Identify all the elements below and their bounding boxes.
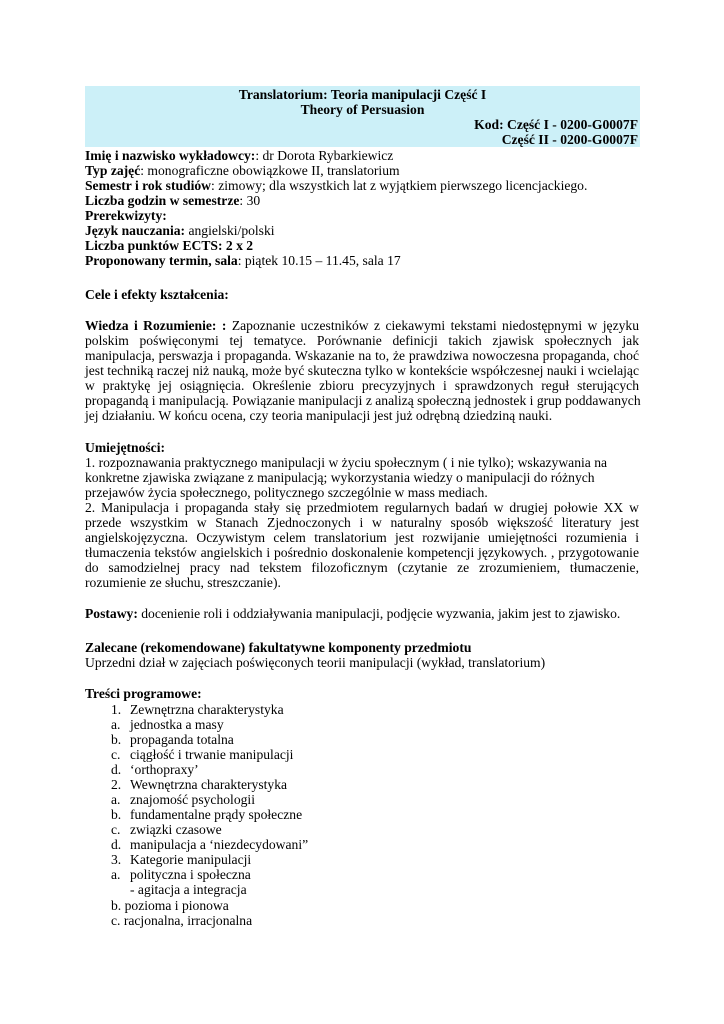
knowledge-label: Wiedza i Rozumienie: : xyxy=(85,318,227,333)
knowledge-line: jej działaniu. W końcu ocena, czy teoria manipulacji jest już odrębną dziedziną nauki. xyxy=(85,408,553,423)
contents-item-marker: d. xyxy=(111,762,122,777)
recommended-text: Uprzedni dział w zajęciach poświęconych teorii manipulacji (wykład, translatorium) xyxy=(85,655,546,670)
info-type xyxy=(85,163,400,178)
info-value: : zimowy; dla wszystkich lat z wyjątkiem pierwszego licencjackiego. xyxy=(211,178,588,193)
info-label: Prerekwizyty: xyxy=(85,208,167,223)
info-label: Liczba punktów ECTS: 2 x 2 xyxy=(85,238,254,253)
attitudes-text: docenienie roli i oddziaływania manipulacji, podjęcie wyzwania, jakim jest to zjawisko. xyxy=(137,606,621,621)
skills-line: przejawów życia społecznego, politycznego szczególnie w mass mediach. xyxy=(85,485,488,500)
contents-item-marker: d. xyxy=(111,837,122,852)
skills-line: rozumienie ze słuchu, streszczanie). xyxy=(85,575,281,590)
info-ects xyxy=(85,238,253,253)
info-value: angielski/polski xyxy=(185,223,275,238)
contents-item-text: znajomość psychologii xyxy=(130,792,255,807)
info-label: Liczba godzin w semestrze xyxy=(85,193,240,208)
knowledge-line: propagandą i manipulacją. Powiązanie manipulacji z analizą społeczną jednostek i grup poddawanych xyxy=(85,393,641,408)
knowledge-text: Zapoznanie uczestników z ciekawymi tekstami niedostępnymi w języku xyxy=(231,318,640,333)
attitudes-label: Postawy: xyxy=(85,606,138,621)
contents-item-marker: a. xyxy=(111,867,121,882)
skills-line: 2. Manipulacja i propaganda stały się przedmiotem regularnych badań w drugiej połowie XX w xyxy=(85,500,639,515)
info-language xyxy=(85,223,275,238)
contents-tail-item: c. racjonalna, irracjonalna xyxy=(111,913,253,928)
info-value: : 30 xyxy=(239,193,261,208)
contents-item-text: Wewnętrzna charakterystyka xyxy=(130,777,288,792)
info-prerequisites xyxy=(85,208,167,223)
knowledge-line: polskim poświęconymi tej tematyce. Porównanie definicji takich zjawisk społecznych jak xyxy=(85,333,639,348)
contents-tail-item: b. pozioma i pionowa xyxy=(111,898,229,913)
info-hours xyxy=(85,193,260,208)
contents-item-marker: c. xyxy=(111,747,121,762)
contents-item-marker: c. xyxy=(111,822,121,837)
info-label: Proponowany termin, sala xyxy=(85,253,238,268)
skills-line: konkretne zjawiska związane z manipulacją; wykorzystania wiedzy o manipulacji do różnych xyxy=(85,470,595,485)
attitudes-line xyxy=(85,606,620,621)
contents-item-marker: b. xyxy=(111,807,122,822)
knowledge-line: manipulacja, perswazja i propaganda. Wskazanie na to, że prawdziwa nowoczesna propaganda, choć xyxy=(85,348,639,363)
contents-item-text: ciągłość i trwanie manipulacji xyxy=(130,747,294,762)
info-semester xyxy=(85,178,587,193)
contents-item-text: jednostka a masy xyxy=(130,717,224,732)
contents-item-text: manipulacja a ‘niezdecydowani” xyxy=(130,837,309,852)
section-heading-goals: Cele i efekty kształcenia: xyxy=(85,287,229,302)
contents-item-marker: 3. xyxy=(111,852,122,867)
info-label: Imię i nazwisko wykładowcy: xyxy=(85,148,256,163)
info-label: Język nauczania: xyxy=(85,223,186,238)
contents-item-marker: 1. xyxy=(111,702,122,717)
skills-line: angielskojęzyczna. Oczywistym celem translatorium jest rozwijanie umiejętności rozumienia i xyxy=(85,530,639,545)
knowledge-line: jest techniką raczej niż nauką, może być skuteczna tylko w kontekście współczesnej nauki i wcielając xyxy=(85,363,639,378)
info-lecturer xyxy=(85,148,393,163)
contents-item-marker: a. xyxy=(111,717,121,732)
contents-item-text: propaganda totalna xyxy=(130,732,234,747)
course-header-box xyxy=(85,86,640,147)
skills-line: do samodzielnej pracy nad tekstem filozoficznym (czytanie ze zrozumieniem, tłumaczenie, xyxy=(85,560,639,575)
info-label: Semestr i rok studiów xyxy=(85,178,212,193)
section-heading-recommended: Zalecane (rekomendowane) fakultatywne komponenty przedmiotu xyxy=(85,640,472,655)
skills-line: przede wszystkim w Stanach Zjednoczonych i w naturalny sposób większość literatury jest xyxy=(85,515,639,530)
contents-item-text: polityczna i społeczna xyxy=(130,867,251,882)
contents-item-marker: b. xyxy=(111,732,122,747)
info-value: : monograficzne obowiązkowe II, translatorium xyxy=(140,163,400,178)
course-subtitle: Theory of Persuasion xyxy=(300,102,425,117)
contents-item-marker: 2. xyxy=(111,777,122,792)
contents-item-text: Zewnętrzna charakterystyka xyxy=(130,702,284,717)
section-heading-contents: Treści programowe: xyxy=(85,686,202,701)
info-value: : dr Dorota Rybarkiewicz xyxy=(255,148,394,163)
knowledge-line: w praktykę jej osiągnięcia. Określenie zbioru precyzyjnych i sprawdzonych reguł sterujących xyxy=(85,378,639,393)
contents-subitem: - agitacja a integracja xyxy=(130,882,247,897)
info-value: : piątek 10.15 – 11.45, sala 17 xyxy=(237,253,401,268)
course-title: Translatorium: Teoria manipulacji Część I xyxy=(238,87,487,102)
info-schedule xyxy=(85,253,401,268)
section-heading-skills: Umiejętności: xyxy=(85,440,166,455)
contents-item-text: Kategorie manipulacji xyxy=(130,852,252,867)
skills-line: tłumaczenia tekstów angielskich i pośrednio doskonalenie kompetencji językowych. , przygotowanie xyxy=(85,545,639,560)
contents-item-text: związki czasowe xyxy=(130,822,222,837)
knowledge-line xyxy=(85,318,639,333)
info-label: Typ zajęć xyxy=(85,163,141,178)
contents-item-text: ‘orthopraxy’ xyxy=(130,762,199,777)
contents-item-marker: a. xyxy=(111,792,121,807)
skills-line: 1. rozpoznawania praktycznego manipulacji w życiu społecznym ( i nie tylko); wskazywania na xyxy=(85,455,608,470)
contents-item-text: fundamentalne prądy społeczne xyxy=(130,807,303,822)
course-code-2: Część II - 0200-G0007F xyxy=(501,132,638,147)
course-code-1: Kod: Część I - 0200-G0007F xyxy=(474,117,638,132)
